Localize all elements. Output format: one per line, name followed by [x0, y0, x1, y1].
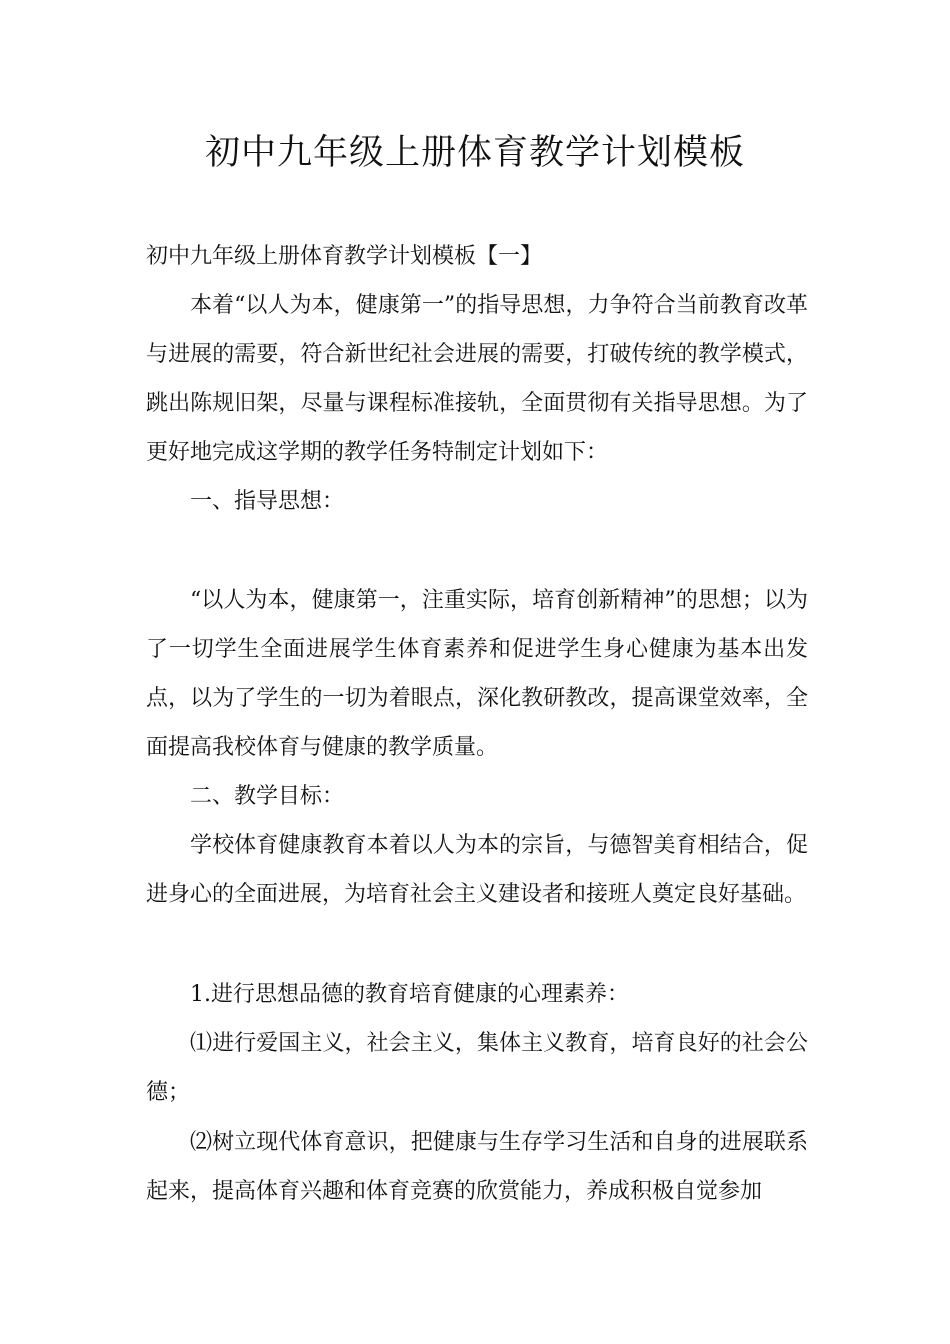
list-subitem-2: ⑵树立现代体育意识，把健康与生存学习生活和自身的进展联系起来，提高体育兴趣和体育竞赛的欣赏能力，养成积极自觉参加 [146, 1130, 808, 1204]
guiding-ideology-paragraph: “以人为本，健康第一，注重实际，培育创新精神”的思想；以为了一切学生全面进展学生体育素养和促进学生身心健康为基本出发点，以为了学生的一切为着眼点，深化教研教改，提高课堂效率，全面提高我校体育与健康的教学质量。 [146, 588, 808, 760]
intro-paragraph: 本着“以人为本，健康第一”的指导思想，力争符合当前教育改革与进展的需要，符合新世纪社会进展的需要，打破传统的教学模式，跳出陈规旧架，尽量与课程标准接轨，全面贯彻有关指导思想。为了更好地完成这学期的教学任务特制定计划如下： [146, 293, 808, 465]
list-subitem-1: ⑴进行爱国主义，社会主义，集体主义教育，培育良好的社会公德； [146, 1031, 808, 1105]
document-title: 初中九年级上册体育教学计划模板 [204, 133, 745, 173]
heading-teaching-goals: 二、教学目标： [190, 784, 345, 809]
heading-guiding-ideology: 一、指导思想： [190, 489, 345, 514]
teaching-goals-paragraph: 学校体育健康教育本着以人为本的宗旨，与德智美育相结合，促进身心的全面进展，为培育社会主义建设者和接班人奠定良好基础。 [146, 833, 808, 907]
section-heading: 初中九年级上册体育教学计划模板【一】 [146, 244, 543, 269]
list-item-1: 1.进行思想品德的教育培育健康的心理素养： [190, 982, 629, 1007]
